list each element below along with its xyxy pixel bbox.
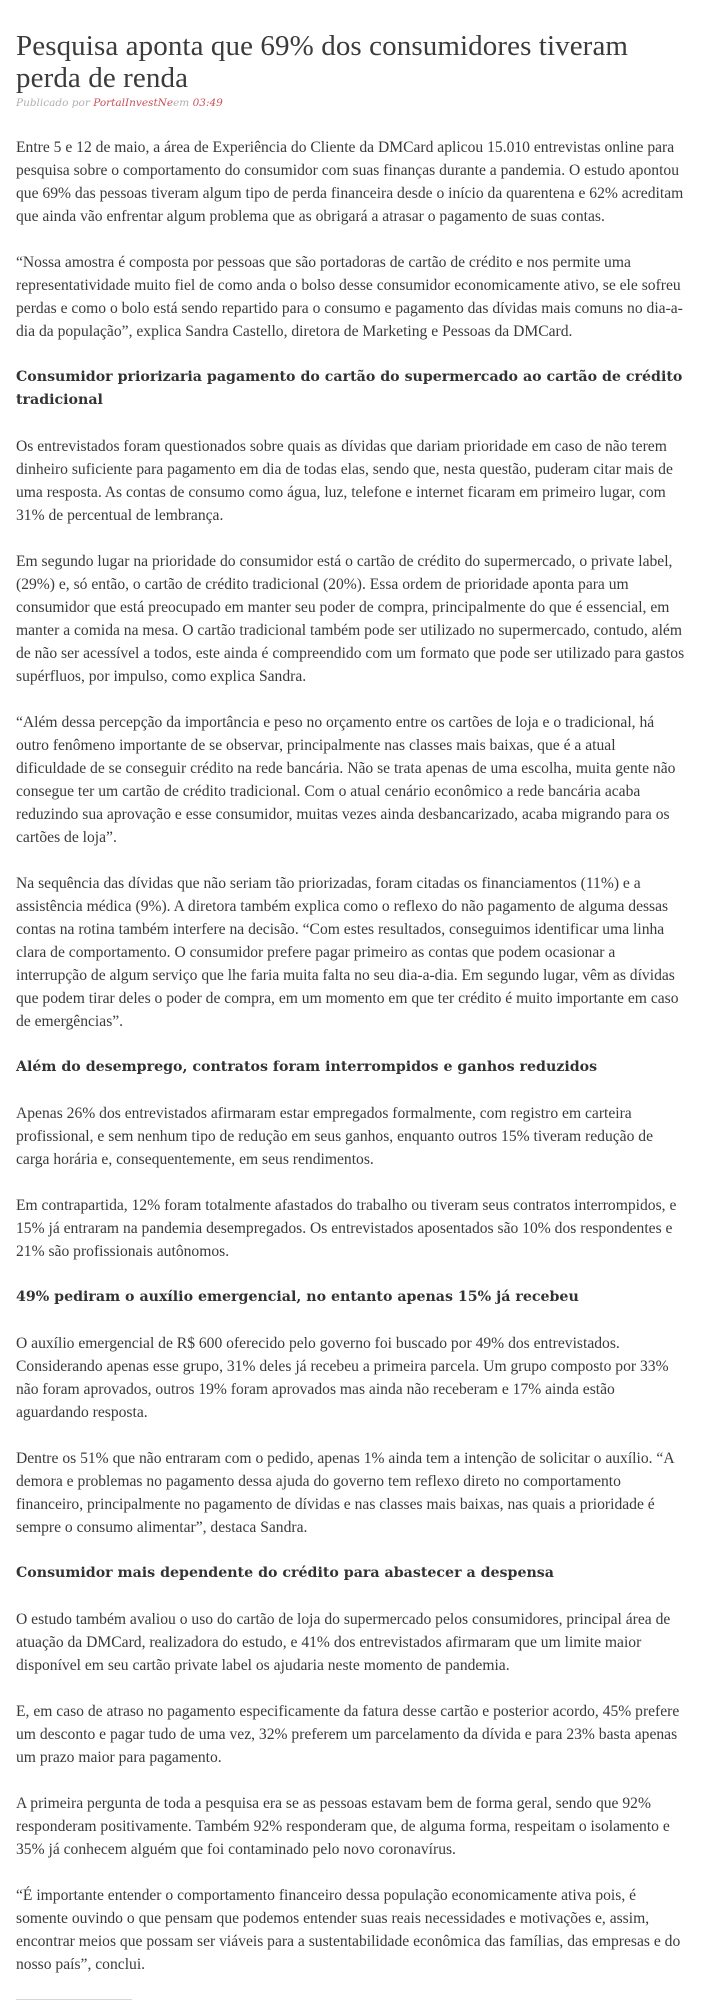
article-body — [16, 136, 688, 2000]
article-title: Pesquisa aponta que 69% dos consumidores tiveram perda de renda — [16, 30, 629, 94]
paragraph: “É importante entender o comportamento financeiro dessa população economicamente ativa pois, é somente ouvindo o que pensam que podemos entender suas reais necessidades e motivações e, assim, encontrar meios que possam ser viáveis para a sustentabilidade econômica das famílias, das empresas e do nosso país”, conclui. — [16, 1887, 681, 1973]
paragraph: “Nossa amostra é composta por pessoas que são portadoras de cartão de crédito e nos permite uma representatividade muito fiel de como anda o bolso desse consumidor economicamente ativo, se ele sofreu perdas e como o bolo está sendo repartido para o consumo e pagamento das dívidas mais comuns no dia-a-dia da população”, explica Sandra Castello, diretora de Marketing e Pessoas da DMCard. — [16, 254, 683, 340]
byline-mid: em — [173, 97, 193, 109]
paragraph: Dentre os 51% que não entraram com o pedido, apenas 1% ainda tem a intenção de solicitar o auxílio. “A demora e problemas no pagamento dessa ajuda do governo tem reflexo direto no comportamento financeiro, principalmente no pagamento de dívidas e nas classes mais baixas, nas quais a prioridade é sempre o consumo alimentar”, destaca Sandra. — [16, 1450, 674, 1536]
paragraph: Na sequência das dívidas que não seriam tão priorizadas, foram citadas os financiamentos (11%) e a assistência médica (9%). A diretora também explica como o reflexo do não pagamento de alguma dessas contas na rotina também interfere na decisão. “Com estes resultados, conseguimos identificar uma linha clara de comportamento. O consumidor prefere pagar primeiro as contas que podem ocasionar a interrupção de algum serviço que lhe faria muita falta no seu dia-a-dia. Em segundo lugar, vêm as dívidas que podem tirar deles o poder de compra, em um momento em que ter crédito é muito importante em caso de emergências”. — [16, 875, 679, 1030]
publish-time-link[interactable]: 03:49 — [192, 97, 223, 109]
paragraph: A primeira pergunta de toda a pesquisa era se as pessoas estavam bem de forma geral, sendo que 92% responderam positivamente. Também 92% responderam que, de alguma forma, respeitam o isolamento e 35% já conhecem alguém que foi contaminado pelo novo coronavírus. — [16, 1795, 670, 1858]
section-heading: Além do desemprego, contratos foram interrompidos e ganhos reduzidos — [16, 1059, 598, 1075]
author-link[interactable]: PortalInvestNe — [93, 97, 174, 109]
paragraph: Apenas 26% dos entrevistados afirmaram estar empregados formalmente, com registro em carteira profissional, e sem nenhum tipo de redução em seus ganhos, enquanto outros 15% tiveram redução de carga horária e, consequentemente, em seus rendimentos. — [16, 1105, 654, 1168]
section-heading: Consumidor mais dependente do crédito para abastecer a despensa — [16, 1565, 554, 1581]
paragraph: Em segundo lugar na prioridade do consumidor está o cartão de crédito do supermercado, o private label, (29%) e, só então, o cartão de crédito tradicional (20%). Essa ordem de prioridade aponta para um consumidor que está preocupado em manter seu poder de compra, principalmente do que é essencial, em manter a comida na mesa. O cartão tradicional também pode ser utilizado no supermercado, contudo, além de não ser acessível a todos, este ainda é compreendido com um formato que pode ser utilizado para gastos supérfluos, por impulso, como explica Sandra. — [16, 553, 685, 685]
paragraph: Entre 5 e 12 de maio, a área de Experiência do Cliente da DMCard aplicou 15.010 entrevistas online para pesquisa sobre o comportamento do consumidor com suas finanças durante a pandemia. O estudo apontou que 69% das pessoas tiveram algum tipo de perda financeira desde o início da quarentena e 62% acreditam que ainda vão enfrentar algum problema que as obrigará a atrasar o pagamento de suas contas. — [16, 139, 684, 225]
section-heading: Consumidor priorizaria pagamento do cartão do supermercado ao cartão de crédito tradicional — [16, 369, 683, 408]
byline — [16, 96, 688, 110]
paragraph: O auxílio emergencial de R$ 600 oferecido pelo governo foi buscado por 49% dos entrevistados. Considerando apenas esse grupo, 31% deles já recebeu a primeira parcela. Um grupo composto por 33% não foram aprovados, outros 19% foram aprovados mas ainda não receberam e 17% ainda estão aguardando resposta. — [16, 1335, 669, 1421]
paragraph: O estudo também avaliou o uso do cartão de loja do supermercado pelos consumidores, principal área de atuação da DMCard, realizadora do estudo, e 41% dos entrevistados afirmaram que um limite maior disponível em seu cartão private label os ajudaria neste momento de pandemia. — [16, 1611, 671, 1674]
paragraph: Em contrapartida, 12% foram totalmente afastados do trabalho ou tiveram seus contratos interrompidos, e 15% já entraram na pandemia desempregados. Os entrevistados aposentados são 10% dos respondentes e 21% são profissionais autônomos. — [16, 1197, 677, 1260]
byline-prefix: Publicado por — [16, 97, 94, 109]
section-heading: 49% pediram o auxílio emergencial, no entanto apenas 15% já recebeu — [16, 1289, 579, 1305]
paragraph: Os entrevistados foram questionados sobre quais as dívidas que dariam prioridade em caso de não terem dinheiro suficiente para pagamento em dia de todas elas, sendo que, nesta questão, puderam citar mais de uma resposta. As contas de consumo como água, luz, telefone e internet ficaram em primeiro lugar, com 31% de percentual de lembrança. — [16, 438, 673, 524]
paragraph: “Além dessa percepção da importância e peso no orçamento entre os cartões de loja e o tradicional, há outro fenômeno importante de se observar, principalmente nas classes mais baixas, que é a atual dificuldade de se conseguir crédito na rede bancária. Não se trata apenas de uma escolha, muita gente não consegue ter um cartão de crédito tradicional. Com o atual cenário econômico a rede bancária acaba reduzindo sua aprovação e esse consumidor, muitas vezes ainda desbancarizado, acaba migrando para os cartões de loja”. — [16, 714, 676, 846]
paragraph: E, em caso de atraso no pagamento especificamente da fatura desse cartão e posterior acordo, 45% prefere um desconto e pagar tudo de uma vez, 32% preferem um parcelamento da dívida e para 23% basta apenas um prazo maior para pagamento. — [16, 1703, 680, 1766]
